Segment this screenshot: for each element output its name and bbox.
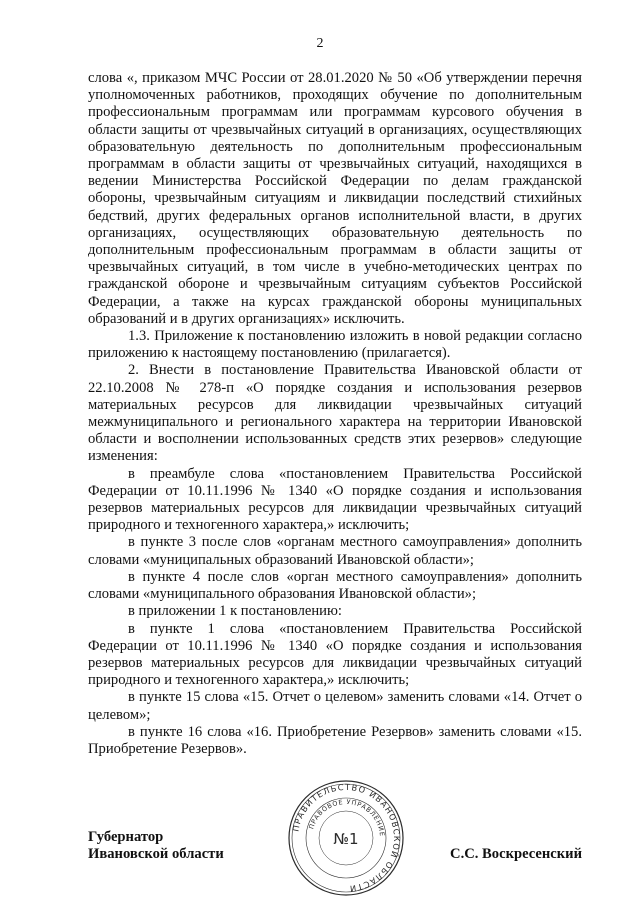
paragraph-2: 2. Внести в постановление Правительства Ивановской области от 22.10.2008 № 278-п «О порядке создания и использования резервов материальных ресурсов для ликвидации чрезвычайных ситуаций межмуниципального и регионального характера на территории Ивановской области и восполнении использованных средств этих резервов» следующие изменения: bbox=[88, 362, 582, 465]
document-body bbox=[88, 70, 582, 758]
paragraph-1-3: 1.3. Приложение к постановлению изложить в новой редакции согласно приложению к настоящему постановлению (прилагается). bbox=[88, 328, 582, 362]
paragraph-appendix-point-16: в пункте 16 слова «16. Приобретение Резервов» заменить словами «15. Приобретение Резервов». bbox=[88, 723, 582, 757]
seal-ring-text: ПРАВИТЕЛЬСТВО ИВАНОВСКОЙ ОБЛАСТИ bbox=[290, 781, 403, 895]
signature-title-line-2: Ивановской области bbox=[88, 846, 224, 863]
paragraph-appendix-point-15: в пункте 15 слова «15. Отчет о целевом» заменить словами «14. Отчет о целевом»; bbox=[88, 689, 582, 723]
signatory-name: С.С. Воскресенский bbox=[450, 846, 582, 863]
signature-title-line-1: Губернатор bbox=[88, 829, 164, 845]
paragraph-continuation: слова «, приказом МЧС России от 28.01.2020 № 50 «Об утверждении перечня уполномоченных работников, проходящих обучение по дополнительным профессиональным программам или программам курсового обучения в области защиты от чрезвычайных ситуаций в организациях, осуществляющих образовательную деятельность по дополнительным профессиональным программам в области защиты от чрезвычайных ситуаций, находящихся в ведении Министерства Российской Федерации по делам гражданской обороны, чрезвычайным ситуациям и ликвидации последствий стихийных бедствий, других федеральных органов исполнительной власти, в других организациях, осуществляющих образовательную деятельность по дополнительным профессиональным программам в области защиты от чрезвычайных ситуаций, в том числе в учебно-методических центрах по гражданской обороне и чрезвычайным ситуациям субъектов Российской Федерации, а также на курсах гражданской обороны муниципальных образований и в других организациях» исключить. bbox=[88, 70, 582, 327]
paragraph-appendix-point-1: в пункте 1 слова «постановлением Правительства Российской Федерации от 10.11.1996 № 1340 «О порядке создания и использования резервов материальных ресурсов для ликвидации чрезвычайных ситуаций природного и техногенного характера,» исключить; bbox=[88, 620, 582, 689]
paragraph-preamble-change: в преамбуле слова «постановлением Правительства Российской Федерации от 10.11.1996 № 1340 «О порядке создания и использования резервов материальных ресурсов для ликвидации чрезвычайных ситуаций природного и техногенного характера,» исключить; bbox=[88, 465, 582, 534]
page-number: 2 bbox=[316, 36, 324, 51]
seal-inner-text: ПРАВОВОЕ УПРАВЛЕНИЕ bbox=[307, 797, 387, 838]
paragraph-point-4-change: в пункте 4 после слов «орган местного самоуправления» дополнить словами «муниципального образования Ивановской области»; bbox=[88, 568, 582, 603]
signature-block bbox=[88, 829, 582, 863]
paragraph-point-3-change: в пункте 3 после слов «органам местного самоуправления» дополнить словами «муниципальных образований Ивановской области»; bbox=[88, 534, 582, 568]
seal-number: №1 bbox=[333, 830, 359, 848]
paragraph-appendix-1: в приложении 1 к постановлению: bbox=[128, 603, 342, 620]
